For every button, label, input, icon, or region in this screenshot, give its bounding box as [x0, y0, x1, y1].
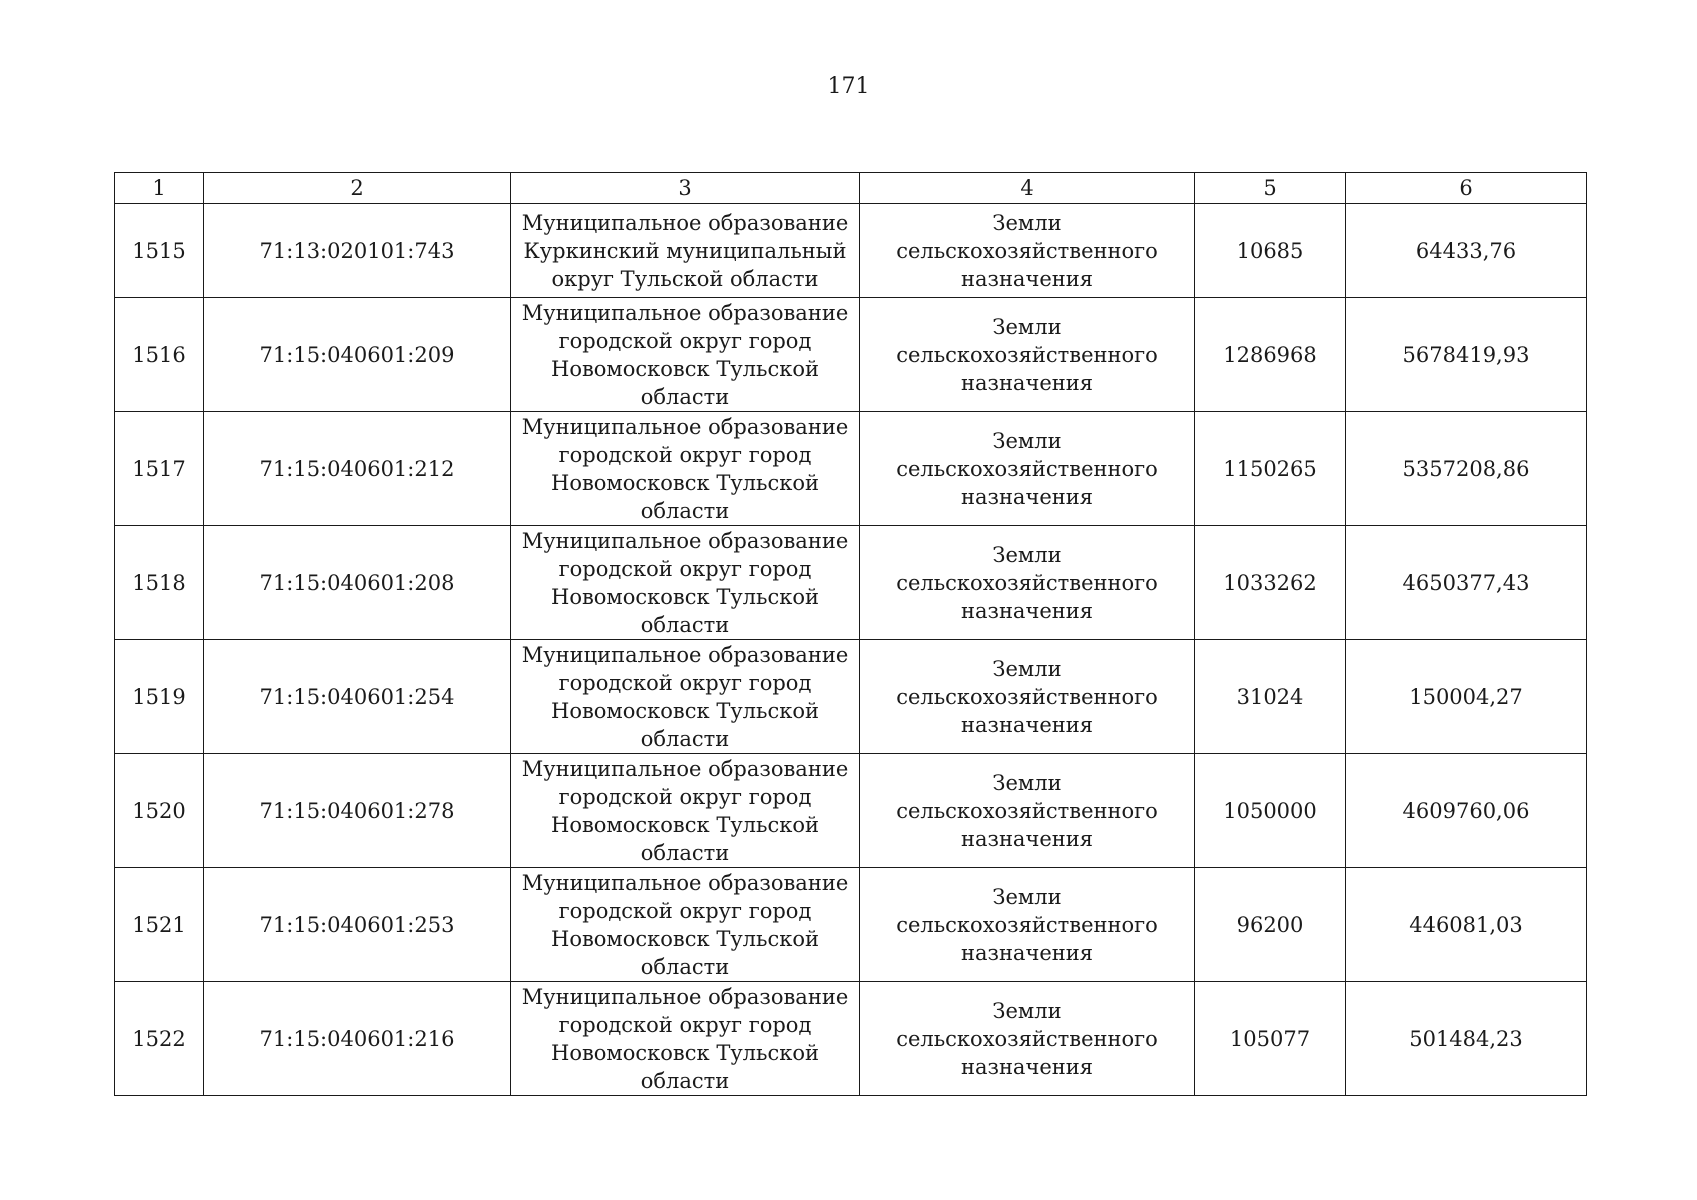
row-number: 1521	[115, 868, 204, 982]
area: 1033262	[1195, 526, 1346, 640]
cadastral-number: 71:13:020101:743	[204, 204, 511, 298]
column-number: 3	[511, 173, 860, 204]
owner	[511, 204, 860, 298]
cadastral-value: 5357208,86	[1346, 412, 1587, 526]
land-category-text: Земли сельскохозяйственного назначения	[896, 314, 1158, 395]
owner-text: Муниципальное образование городской округ город Новомосковск Тульской области	[521, 984, 849, 1093]
table-row	[115, 298, 1587, 412]
owner-text: Муниципальное образование городской округ город Новомосковск Тульской области	[521, 414, 849, 523]
row-number: 1517	[115, 412, 204, 526]
row-number: 1516	[115, 298, 204, 412]
column-number: 5	[1195, 173, 1346, 204]
column-number: 6	[1346, 173, 1587, 204]
row-number: 1518	[115, 526, 204, 640]
land-category-text: Земли сельскохозяйственного назначения	[896, 542, 1158, 623]
land-category-text: Земли сельскохозяйственного назначения	[896, 656, 1158, 737]
cadastral-value: 4609760,06	[1346, 754, 1587, 868]
owner	[511, 298, 860, 412]
area: 1286968	[1195, 298, 1346, 412]
land-category	[860, 640, 1195, 754]
column-number: 4	[860, 173, 1195, 204]
owner	[511, 982, 860, 1096]
area: 96200	[1195, 868, 1346, 982]
land-category	[860, 526, 1195, 640]
land-category-text: Земли сельскохозяйственного назначения	[896, 428, 1158, 509]
owner	[511, 640, 860, 754]
cadastral-number: 71:15:040601:253	[204, 868, 511, 982]
owner	[511, 526, 860, 640]
owner	[511, 868, 860, 982]
row-number: 1520	[115, 754, 204, 868]
cadastral-number: 71:15:040601:216	[204, 982, 511, 1096]
land-category-text: Земли сельскохозяйственного назначения	[896, 998, 1158, 1079]
land-category	[860, 754, 1195, 868]
page-number: 171	[827, 74, 870, 99]
row-number: 1522	[115, 982, 204, 1096]
owner-text: Муниципальное образование городской округ город Новомосковск Тульской области	[521, 528, 849, 637]
land-category	[860, 868, 1195, 982]
land-category-text: Земли сельскохозяйственного назначения	[896, 770, 1158, 851]
row-number: 1519	[115, 640, 204, 754]
cadastral-value: 501484,23	[1346, 982, 1587, 1096]
owner-text: Муниципальное образование городской округ город Новомосковск Тульской области	[521, 642, 849, 751]
cadastral-value: 5678419,93	[1346, 298, 1587, 412]
row-number: 1515	[115, 204, 204, 298]
cadastral-number: 71:15:040601:212	[204, 412, 511, 526]
column-numbers-row	[115, 173, 1587, 204]
cadastral-number: 71:15:040601:209	[204, 298, 511, 412]
area: 31024	[1195, 640, 1346, 754]
owner-text: Муниципальное образование городской округ город Новомосковск Тульской области	[521, 300, 849, 409]
cadastral-value: 4650377,43	[1346, 526, 1587, 640]
owner	[511, 412, 860, 526]
table-row	[115, 526, 1587, 640]
table-row	[115, 640, 1587, 754]
cadastral-value: 446081,03	[1346, 868, 1587, 982]
area: 1050000	[1195, 754, 1346, 868]
cadastral-number: 71:15:040601:208	[204, 526, 511, 640]
table-row	[115, 204, 1587, 298]
column-number: 1	[115, 173, 204, 204]
area: 105077	[1195, 982, 1346, 1096]
cadastral-value: 150004,27	[1346, 640, 1587, 754]
table-row	[115, 868, 1587, 982]
owner-text: Муниципальное образование городской округ город Новомосковск Тульской области	[521, 756, 849, 865]
area: 10685	[1195, 204, 1346, 298]
table-row	[115, 754, 1587, 868]
column-number: 2	[204, 173, 511, 204]
owner	[511, 754, 860, 868]
owner-text: Муниципальное образование городской округ город Новомосковск Тульской области	[521, 870, 849, 979]
cadastral-value: 64433,76	[1346, 204, 1587, 298]
cadastral-number: 71:15:040601:278	[204, 754, 511, 868]
land-category	[860, 298, 1195, 412]
land-category	[860, 204, 1195, 298]
cadastral-number: 71:15:040601:254	[204, 640, 511, 754]
land-category	[860, 982, 1195, 1096]
land-category-text: Земли сельскохозяйственного назначения	[896, 210, 1158, 291]
table-row	[115, 982, 1587, 1096]
land-category-text: Земли сельскохозяйственного назначения	[896, 884, 1158, 965]
table-row	[115, 412, 1587, 526]
area: 1150265	[1195, 412, 1346, 526]
land-category	[860, 412, 1195, 526]
owner-text: Муниципальное образование Куркинский муниципальный округ Тульской области	[521, 210, 849, 291]
land-plots-table	[114, 172, 1587, 1096]
